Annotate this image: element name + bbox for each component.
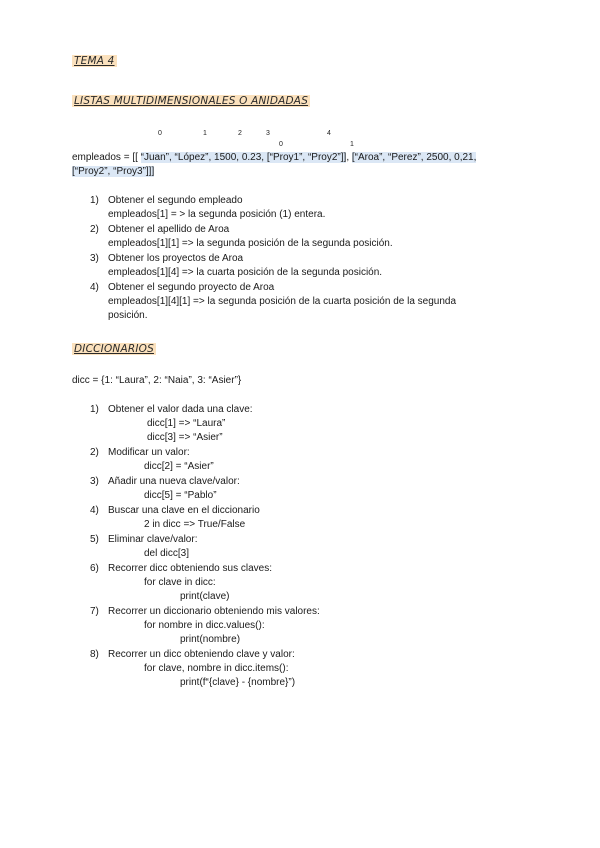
dicc-item-code: dicc[3] => “Asier” xyxy=(147,432,223,443)
index-marker: 3 xyxy=(266,130,270,137)
empleado-aroa-proyectos: [“Proy2”, “Proy3”]]] xyxy=(72,166,155,177)
dicc-item-code: del dicc[3] xyxy=(144,548,190,559)
dicc-item-code: for nombre in dicc.values(): xyxy=(144,620,265,631)
list-item-detail: empleados[1][1] => la segunda posición de la segunda posición. xyxy=(108,238,393,249)
index-marker: 2 xyxy=(238,130,242,137)
dicc-item-code: dicc[2] = “Asier” xyxy=(144,461,214,472)
dicc-item-number: 2) xyxy=(90,447,99,458)
heading-diccionarios: DICCIONARIOS xyxy=(74,343,154,355)
dicc-item-number: 3) xyxy=(90,476,99,487)
list-item-title: Obtener el apellido de Aroa xyxy=(108,224,230,235)
dicc-item-code: print(clave) xyxy=(180,591,230,602)
list-item-title: Obtener el segundo empleado xyxy=(108,195,243,206)
dicc-item-number: 8) xyxy=(90,649,99,660)
dicc-item-title: Obtener el valor dada una clave: xyxy=(108,404,253,415)
dicc-item-code: for clave, nombre in dicc.items(): xyxy=(144,663,289,674)
list-item-number: 2) xyxy=(90,224,99,235)
dicc-item-number: 7) xyxy=(90,606,99,617)
dicc-definition: dicc = {1: “Laura”, 2: “Naia”, 3: “Asier”} xyxy=(72,375,242,386)
dicc-item-title: Añadir una nueva clave/valor: xyxy=(108,476,240,487)
dicc-item-title: Eliminar clave/valor: xyxy=(108,534,198,545)
dicc-item-code: 2 in dicc => True/False xyxy=(144,519,246,530)
dicc-item-title: Recorrer un diccionario obteniendo mis valores: xyxy=(108,606,320,617)
list-item-number: 1) xyxy=(90,195,99,206)
dicc-item-code: print(f“{clave} - {nombre}”) xyxy=(180,677,296,688)
empleados-prefix: empleados = [[ xyxy=(72,152,141,163)
dicc-item-number: 5) xyxy=(90,534,99,545)
list-item-detail: empleados[1] = > la segunda posición (1) entera. xyxy=(108,209,326,220)
heading-tema: TEMA 4 xyxy=(74,55,115,67)
dicc-item-title: Recorrer dicc obteniendo sus claves: xyxy=(108,563,272,574)
dicc-item-code: dicc[5] = “Pablo” xyxy=(144,490,217,501)
index-marker: 1 xyxy=(203,130,207,137)
empleados-line xyxy=(72,151,476,165)
list-item-title: Obtener el segundo proyecto de Aroa xyxy=(108,282,275,293)
index-marker: 1 xyxy=(350,141,354,148)
index-marker: 0 xyxy=(158,130,162,137)
empleados-line-cont xyxy=(72,165,154,179)
dicc-item-title: Buscar una clave en el diccionario xyxy=(108,505,260,516)
dicc-item-code: for clave in dicc: xyxy=(144,577,216,588)
index-marker: 0 xyxy=(279,141,283,148)
index-marker: 4 xyxy=(327,130,331,137)
dicc-item-code: print(nombre) xyxy=(180,634,241,645)
dicc-item-title: Modificar un valor: xyxy=(108,447,190,458)
list-item-detail: empleados[1][4][1] => la segunda posición de la cuarta posición de la segunda xyxy=(108,296,457,307)
dicc-item-title: Recorrer un dicc obteniendo clave y valor: xyxy=(108,649,295,660)
dicc-item-number: 4) xyxy=(90,505,99,516)
list-item-title: Obtener los proyectos de Aroa xyxy=(108,253,244,264)
dicc-item-code: dicc[1] => “Laura” xyxy=(147,418,226,429)
heading-listas: LISTAS MULTIDIMENSIONALES O ANIDADAS xyxy=(74,95,309,107)
empleado-aroa: [“Aroa”, “Perez”, 2500, 0,21, xyxy=(351,152,477,163)
dicc-item-number: 1) xyxy=(90,404,99,415)
list-item-number: 3) xyxy=(90,253,99,264)
list-item-detail: posición. xyxy=(108,310,148,321)
empleado-juan: “Juan”, “López”, 1500, 0.23, [“Proy1”, “Proy2”]] xyxy=(140,152,347,163)
list-item-number: 4) xyxy=(90,282,99,293)
list-item-detail: empleados[1][4] => la cuarta posición de la segunda posición. xyxy=(108,267,383,278)
dicc-item-number: 6) xyxy=(90,563,99,574)
empleados-sep: , xyxy=(346,152,352,163)
